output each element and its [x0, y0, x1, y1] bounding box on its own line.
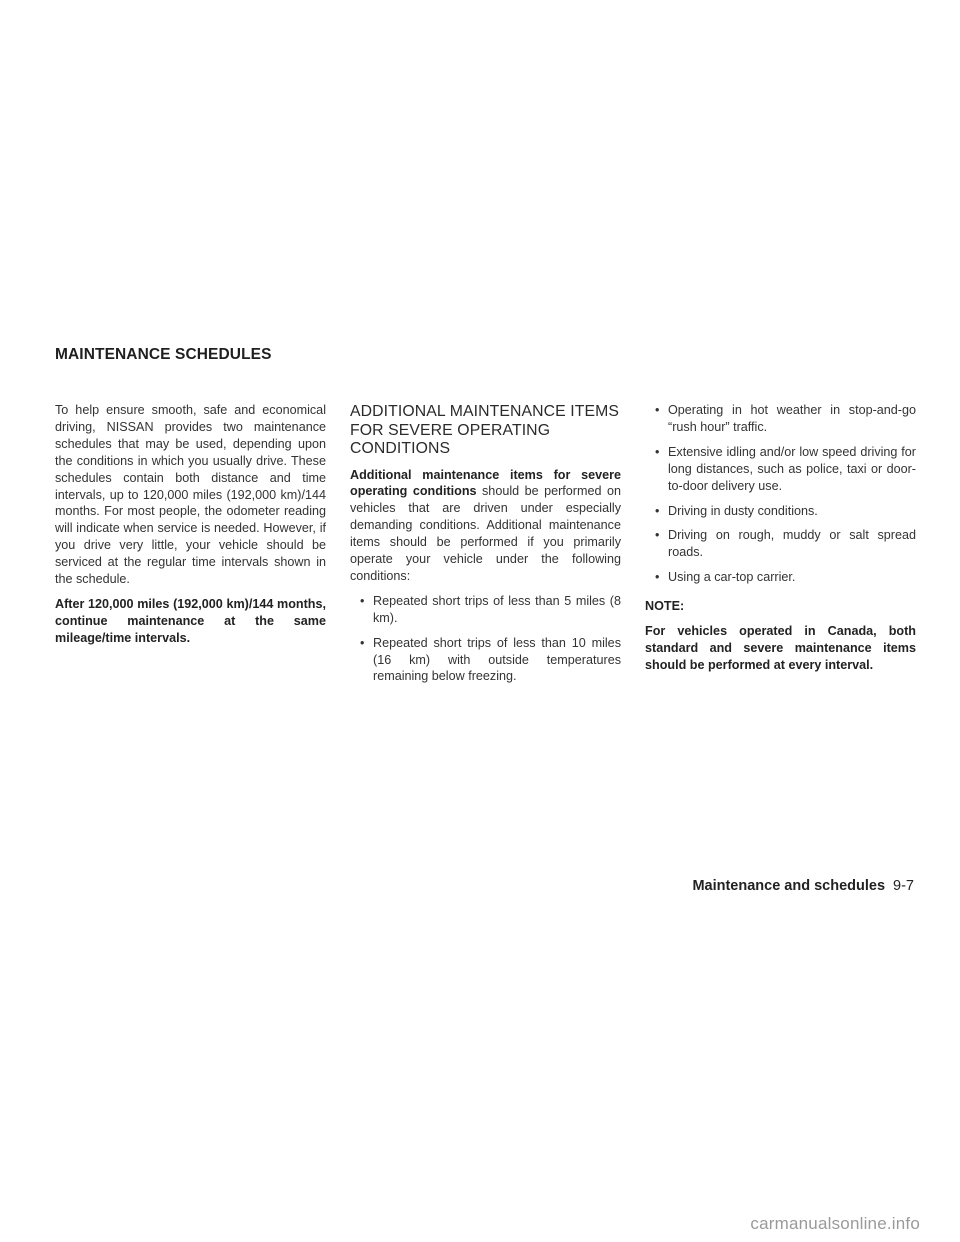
after-interval-note: After 120,000 miles (192,000 km)/144 months, continue maintenance at the same mileage/time intervals.	[55, 596, 326, 645]
list-item	[651, 527, 916, 561]
bullet-icon: •	[655, 528, 660, 543]
list-item-text: Driving in dusty conditions.	[668, 503, 818, 518]
severe-conditions-lead	[350, 467, 621, 585]
list-item	[651, 402, 916, 436]
list-item-text: Operating in hot weather in stop-and-go “rush hour” traffic.	[668, 403, 916, 434]
section-heading: MAINTENANCE SCHEDULES	[55, 346, 272, 363]
list-item	[651, 569, 916, 586]
severe-conditions-subheading: ADDITIONAL MAINTENANCE ITEMS FOR SEVERE OPERATING CONDITIONS	[350, 403, 620, 457]
bullet-icon: •	[655, 503, 660, 518]
list-item-text: Driving on rough, muddy or salt spread roads.	[668, 528, 916, 560]
list-item-text: Using a car-top carrier.	[668, 570, 796, 585]
list-item	[356, 593, 621, 627]
bullet-icon: •	[360, 593, 365, 608]
chapter-title: Maintenance and schedules	[692, 878, 886, 894]
column-middle	[350, 403, 621, 693]
intro-paragraph: To help ensure smooth, safe and economical driving, NISSAN provides two maintenance schedules that may be used, depending upon the conditions in which you usually drive. These schedules contain both distance and time intervals, up to 120,000 miles (192,000 km)/144 months. For most people, the odometer reading will indicate when service is needed. However, if you drive very little, your vehicle should be serviced at the regular time intervals shown in the schedule.	[55, 403, 326, 587]
page-footer	[692, 878, 914, 894]
bullet-icon: •	[360, 635, 365, 650]
lead-bold-text: Additional maintenance items for severe operating conditions	[350, 467, 621, 499]
bullet-icon: •	[655, 403, 660, 417]
conditions-list-continued	[645, 402, 916, 586]
canada-note: For vehicles operated in Canada, both standard and severe maintenance items should be performed at every interval.	[645, 624, 916, 672]
lead-text: should be performed on vehicles that are driven under especially demanding conditions. Additional maintenance items should be performed if you primarily operate your vehicle under the following conditions:	[350, 484, 621, 583]
bullet-icon: •	[655, 570, 660, 585]
list-item-text: Extensive idling and/or low speed driving for long distances, such as police, taxi or door-to-door delivery use.	[668, 444, 916, 493]
list-item-text: Repeated short trips of less than 10 miles (16 km) with outside temperatures remaining below freezing.	[373, 635, 621, 684]
watermark: carmanualsonline.info	[750, 1214, 920, 1233]
column-right	[645, 402, 916, 682]
conditions-list	[350, 593, 621, 686]
bullet-icon: •	[655, 444, 660, 459]
page-number: 9-7	[893, 878, 914, 894]
column-left	[55, 402, 326, 655]
list-item	[651, 503, 916, 520]
list-item	[356, 635, 621, 686]
list-item-text: Repeated short trips of less than 5 miles (8 km).	[373, 593, 621, 625]
note-label: NOTE:	[645, 599, 685, 614]
list-item	[651, 444, 916, 495]
